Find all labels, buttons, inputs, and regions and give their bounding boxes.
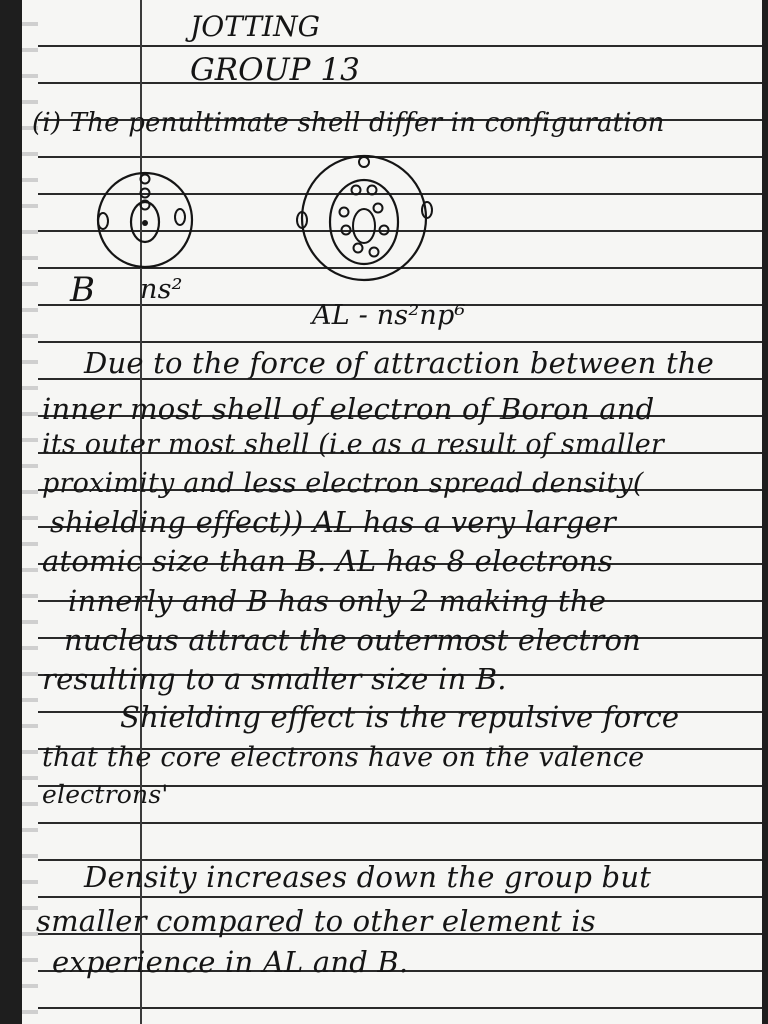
subtitle-line: (i) The penultimate shell differ in configuration xyxy=(32,108,665,138)
boron-atom-diagram xyxy=(90,165,200,275)
aluminium-atom-diagram xyxy=(284,148,444,298)
paragraph-1-line: inner most shell of electron of Boron and xyxy=(42,392,655,426)
paragraph-1-line: atomic size than B. AL has 8 electrons xyxy=(42,544,613,578)
paragraph-1-line: shielding effect)) AL has a very larger xyxy=(50,505,616,539)
paragraph-1-line: innerly and B has only 2 making the xyxy=(68,584,607,618)
paragraph-1-line: resulting to a smaller size in B. xyxy=(42,662,507,696)
paragraph-2-line: that the core electrons have on the valence xyxy=(42,742,645,773)
notebook-page xyxy=(22,0,762,1024)
paragraph-1-line: Due to the force of attraction between the xyxy=(84,346,715,380)
heading-group: GROUP 13 xyxy=(190,52,360,88)
paragraph-1-line: its outer most shell (i.e as a result of smaller xyxy=(42,429,664,460)
boron-label: B xyxy=(70,270,96,310)
page-binding-edge xyxy=(22,0,38,1024)
paragraph-1-line: proximity and less electron spread density( xyxy=(42,468,644,499)
heading-jotting: JOTTING xyxy=(190,10,320,43)
boron-configuration: ns² xyxy=(140,274,183,305)
paragraph-2-line: Shielding effect is the repulsive force xyxy=(120,700,680,734)
aluminium-configuration: AL - ns²np⁶ xyxy=(312,300,466,331)
paragraph-3-line: Density increases down the group but xyxy=(84,860,652,894)
paragraph-1-line: nucleus attract the outermost electron xyxy=(64,623,642,657)
paragraph-3-line: smaller compared to other element is xyxy=(36,904,596,938)
paragraph-2-line: electrons' xyxy=(42,780,169,809)
paragraph-3-line: experience in AL and B. xyxy=(52,945,409,979)
